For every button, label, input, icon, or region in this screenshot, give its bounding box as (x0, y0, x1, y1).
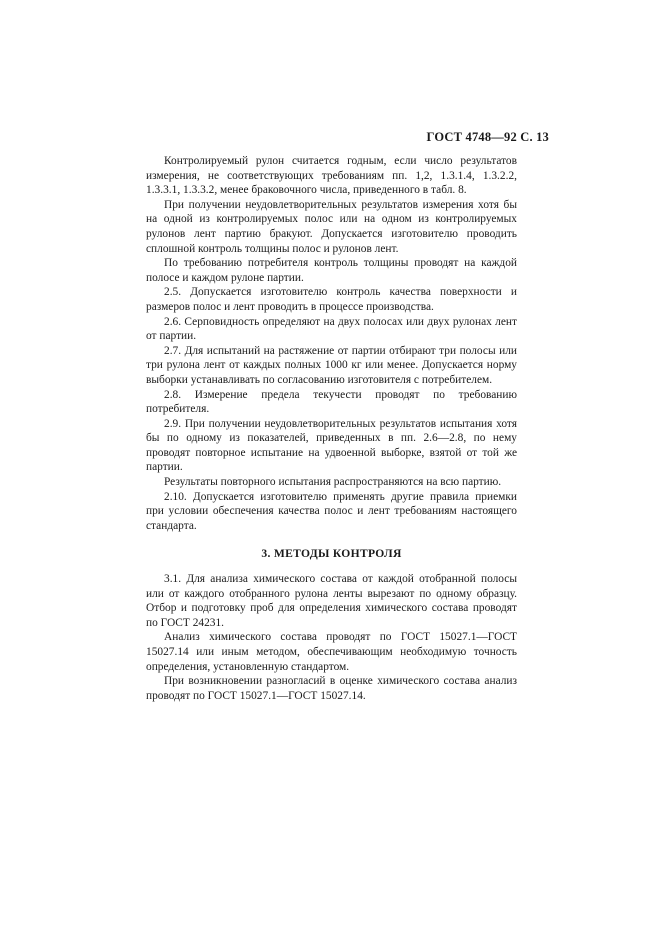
paragraph: Анализ химического состава проводят по ГОСТ 15027.1—ГОСТ 15027.14 или иным методом, обеспечивающим необходимую точность определения, установленную стандартом. (146, 631, 517, 673)
paragraph: При возникновении разногласий в оценке химического состава анализ проводят по ГОСТ 15027.1—ГОСТ 15027.14. (146, 675, 517, 702)
paragraph: 2.7. Для испытаний на растяжение от партии отбирают три полосы или три рулона лент от каждых полных 1000 кг или менее. Допускается норму выборки устанавливать по согласованию изготовителя с потребителем. (146, 344, 517, 386)
paragraph: 2.9. При получении неудовлетворительных результатов испытания хотя бы по одному из показателей, приведенных в пп. 2.6—2.8, по нему проводят повторное испытание на удвоенной выборке, взятой от той же партии. (146, 417, 517, 474)
paragraph: При получении неудовлетворительных результатов измерения хотя бы на одной из контролируемых полос или на одном из контролируемых рулонов лент партию бракуют. Допускается изготовителю проводить сплошной контроль толщины полос и рулонов лент. (146, 198, 517, 255)
paragraph: Контролируемый рулон считается годным, если число результатов измерения, не соответствующих требованиям пп. 1,2, 1.3.1.4, 1.3.2.2, 1.3.3.1, 1.3.3.2, менее браковочного числа, приведенного в табл. 8. (146, 155, 517, 197)
running-header: ГОСТ 4748—92 С. 13 (426, 130, 549, 144)
paragraph: Результаты повторного испытания распространяются на всю партию. (164, 476, 502, 489)
paragraph: По требованию потребителя контроль толщины проводят на каждой полосе и каждом рулоне партии. (146, 257, 517, 284)
section-heading: 3. МЕТОДЫ КОНТРОЛЯ (261, 547, 402, 561)
paragraph: 2.5. Допускается изготовителю контроль качества поверхности и размеров полос и лент проводить в процессе производства. (146, 286, 517, 313)
paragraph: 3.1. Для анализа химического состава от каждой отобранной полосы или от каждого отобранного рулона ленты вырезают по одному образцу. Отбор и подготовку проб для определения химического состава проводят по ГОСТ 24231. (146, 573, 517, 629)
document-body (146, 154, 517, 703)
paragraph: 2.8. Измерение предела текучести проводят по требованию потребителя. (146, 388, 517, 416)
paragraph: 2.10. Допускается изготовителю применять другие правила приемки при условии обеспечения качества полос и лент требованиям настоящего стандарта. (146, 490, 517, 532)
paragraph: 2.6. Серповидность определяют на двух полосах или двух рулонах лент от партии. (146, 315, 517, 343)
